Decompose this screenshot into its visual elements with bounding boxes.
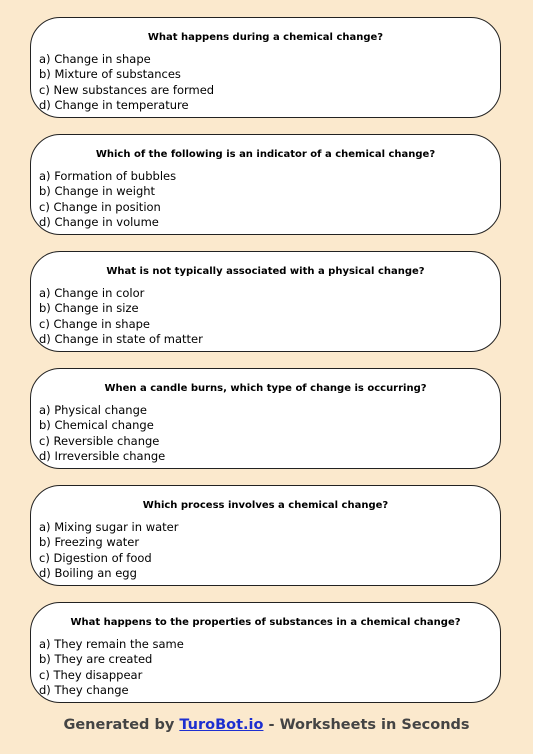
option-a: a) Change in shape — [39, 52, 151, 66]
options-list — [39, 637, 492, 698]
option-d: d) Change in volume — [39, 214, 159, 229]
option-d: d) Change in temperature — [39, 97, 189, 112]
option-b: b) They are created — [39, 652, 153, 667]
option-b: b) Mixture of substances — [39, 67, 181, 82]
question-card-4 — [30, 368, 501, 469]
question-text: Which of the following is an indicator of a chemical change? — [95, 149, 436, 160]
option-a: a) Mixing sugar in water — [39, 520, 179, 534]
options-list — [39, 403, 492, 464]
option-c: c) They disappear — [39, 667, 143, 682]
question-text: What is not typically associated with a physical change? — [106, 266, 425, 277]
question-text: Which process involves a chemical change? — [142, 500, 389, 511]
question-card-5 — [30, 485, 501, 586]
options-list — [39, 52, 492, 113]
option-d: d) They change — [39, 682, 129, 697]
option-b: b) Chemical change — [39, 418, 154, 433]
option-b: b) Change in weight — [39, 184, 156, 199]
option-c: c) Change in shape — [39, 316, 150, 331]
option-d: d) Boiling an egg — [39, 565, 137, 580]
option-a: a) Formation of bubbles — [39, 169, 177, 183]
option-a: a) Physical change — [39, 403, 147, 417]
option-b: b) Change in size — [39, 301, 139, 316]
footer-prefix: Generated by — [63, 717, 180, 733]
options-list — [39, 169, 492, 230]
option-d: d) Change in state of matter — [39, 331, 203, 346]
question-card-6 — [30, 602, 501, 703]
question-card-2 — [30, 134, 501, 235]
option-c: c) Change in position — [39, 199, 161, 214]
question-text: What happens during a chemical change? — [147, 32, 384, 43]
footer-suffix: - Worksheets in Seconds — [263, 717, 470, 733]
option-a: a) They remain the same — [39, 637, 184, 651]
option-c: c) New substances are formed — [39, 82, 215, 97]
question-card-1 — [30, 17, 501, 118]
options-list — [39, 286, 492, 347]
options-list — [39, 520, 492, 581]
option-b: b) Freezing water — [39, 535, 140, 550]
option-c: c) Reversible change — [39, 433, 160, 448]
turobot-link[interactable]: TuroBot.io — [179, 717, 264, 733]
option-a: a) Change in color — [39, 286, 145, 300]
option-c: c) Digestion of food — [39, 550, 152, 565]
option-d: d) Irreversible change — [39, 448, 166, 463]
question-card-3 — [30, 251, 501, 352]
question-text: When a candle burns, which type of change is occurring? — [104, 383, 427, 394]
question-text: What happens to the properties of substances in a chemical change? — [70, 617, 461, 628]
footer — [0, 717, 533, 733]
